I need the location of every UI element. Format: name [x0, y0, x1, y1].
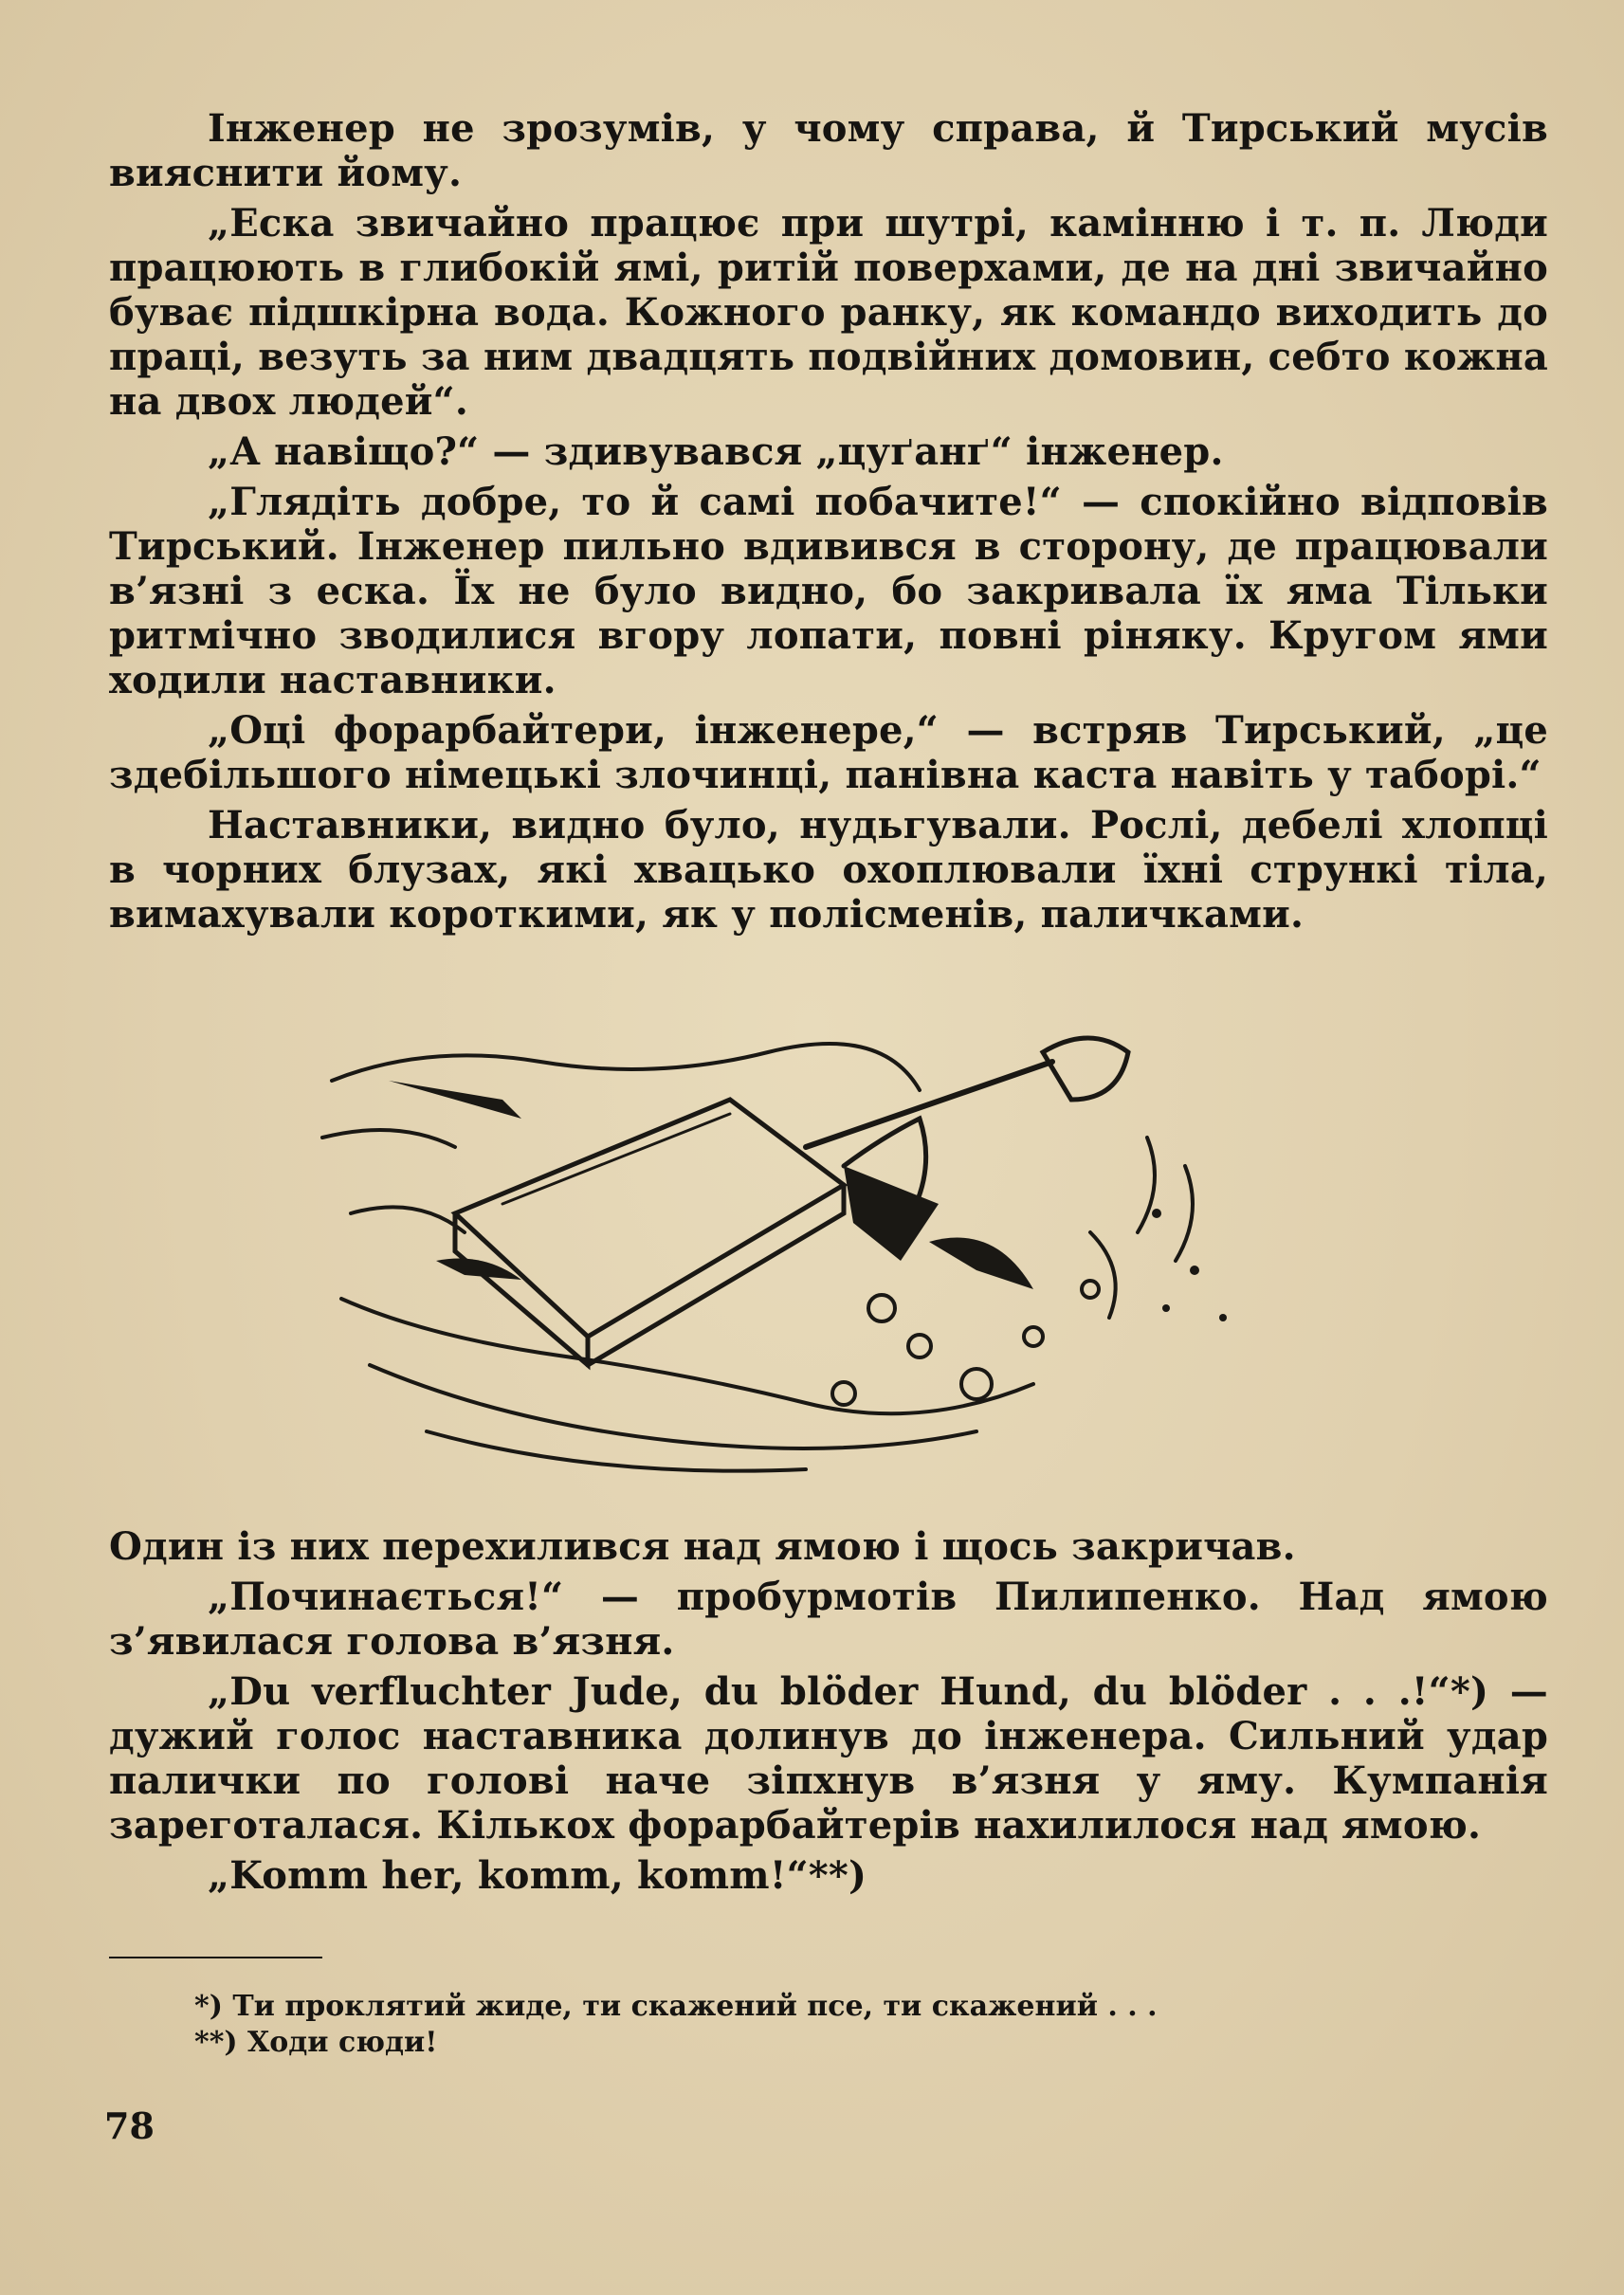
paragraph: Один із них перехилився над ямою і щось закричав. — [109, 1524, 1296, 1569]
paragraph: „Оці форарбайтери, інженере,“ — встряв Тирський, „це здебільшого німецькі злочинці, панівна каста навіть у таборі.“ — [109, 708, 1548, 797]
paragraph: Наставники, видно було, нудьгували. Рослі, дебелі хлопці в чорних блузах, які хвацько охоплювали їхні стрункі тіла, вимахували короткими, як у полісменів, паличками. — [109, 803, 1548, 937]
footnote: **) Ходи сюди! — [194, 2026, 438, 2059]
paragraph: „Еска звичайно працює при шутрі, камінню і т. п. Люди працюють в глибокій ямі, ритій поверхами, де на дні звичайно буває підшкірна вода. Кожного ранку, як командо виходить до праці, везуть за ним двадцять подвійних домовин, себто кожна на двох людей“. — [109, 201, 1548, 424]
footnote: *) Ти проклятий жиде, ти скажений псе, ти скажений . . . — [194, 1990, 1158, 2023]
illustration-coffin-in-pit — [313, 1024, 1356, 1507]
paragraph: „Du verfluchter Jude, du blöder Hund, du blöder . . .!“*) — дужий голос наставника долинув до інженера. Сильний удар палички по голові наче зіпхнув в’язня у яму. Кумпанія зареготалася. Кількох форарбайтерів нахилилося над ямою. — [109, 1669, 1548, 1848]
footnotes — [194, 1989, 1427, 2061]
paragraph: „Komm her, komm, komm!“**) — [208, 1853, 867, 1898]
text-block-bottom — [109, 1524, 1548, 1903]
paragraph: „Глядіть добре, то й самі побачите!“ — спокійно відповів Тирський. Інженер пильно вдивився в сторону, де працювали в’язні з еска. Їх не було видно, бо закривала їх яма Тільки ритмічно зводилися вгору лопати, повні ріняку. Кругом ями ходили наставники. — [109, 480, 1548, 702]
paragraph: „А навіщо?“ — здивувався „цуґанґ“ інженер. — [208, 429, 1224, 474]
paragraph: „Починається!“ — пробурмотів Пилипенко. Над ямою з’явилася голова в’язня. — [109, 1575, 1548, 1664]
paragraph: Інженер не зрозумів, у чому справа, й Тирський мусів вияснити йому. — [109, 106, 1548, 195]
text-block-top — [109, 106, 1548, 942]
page-number: 78 — [104, 2104, 155, 2147]
footnote-divider — [109, 1957, 322, 1958]
